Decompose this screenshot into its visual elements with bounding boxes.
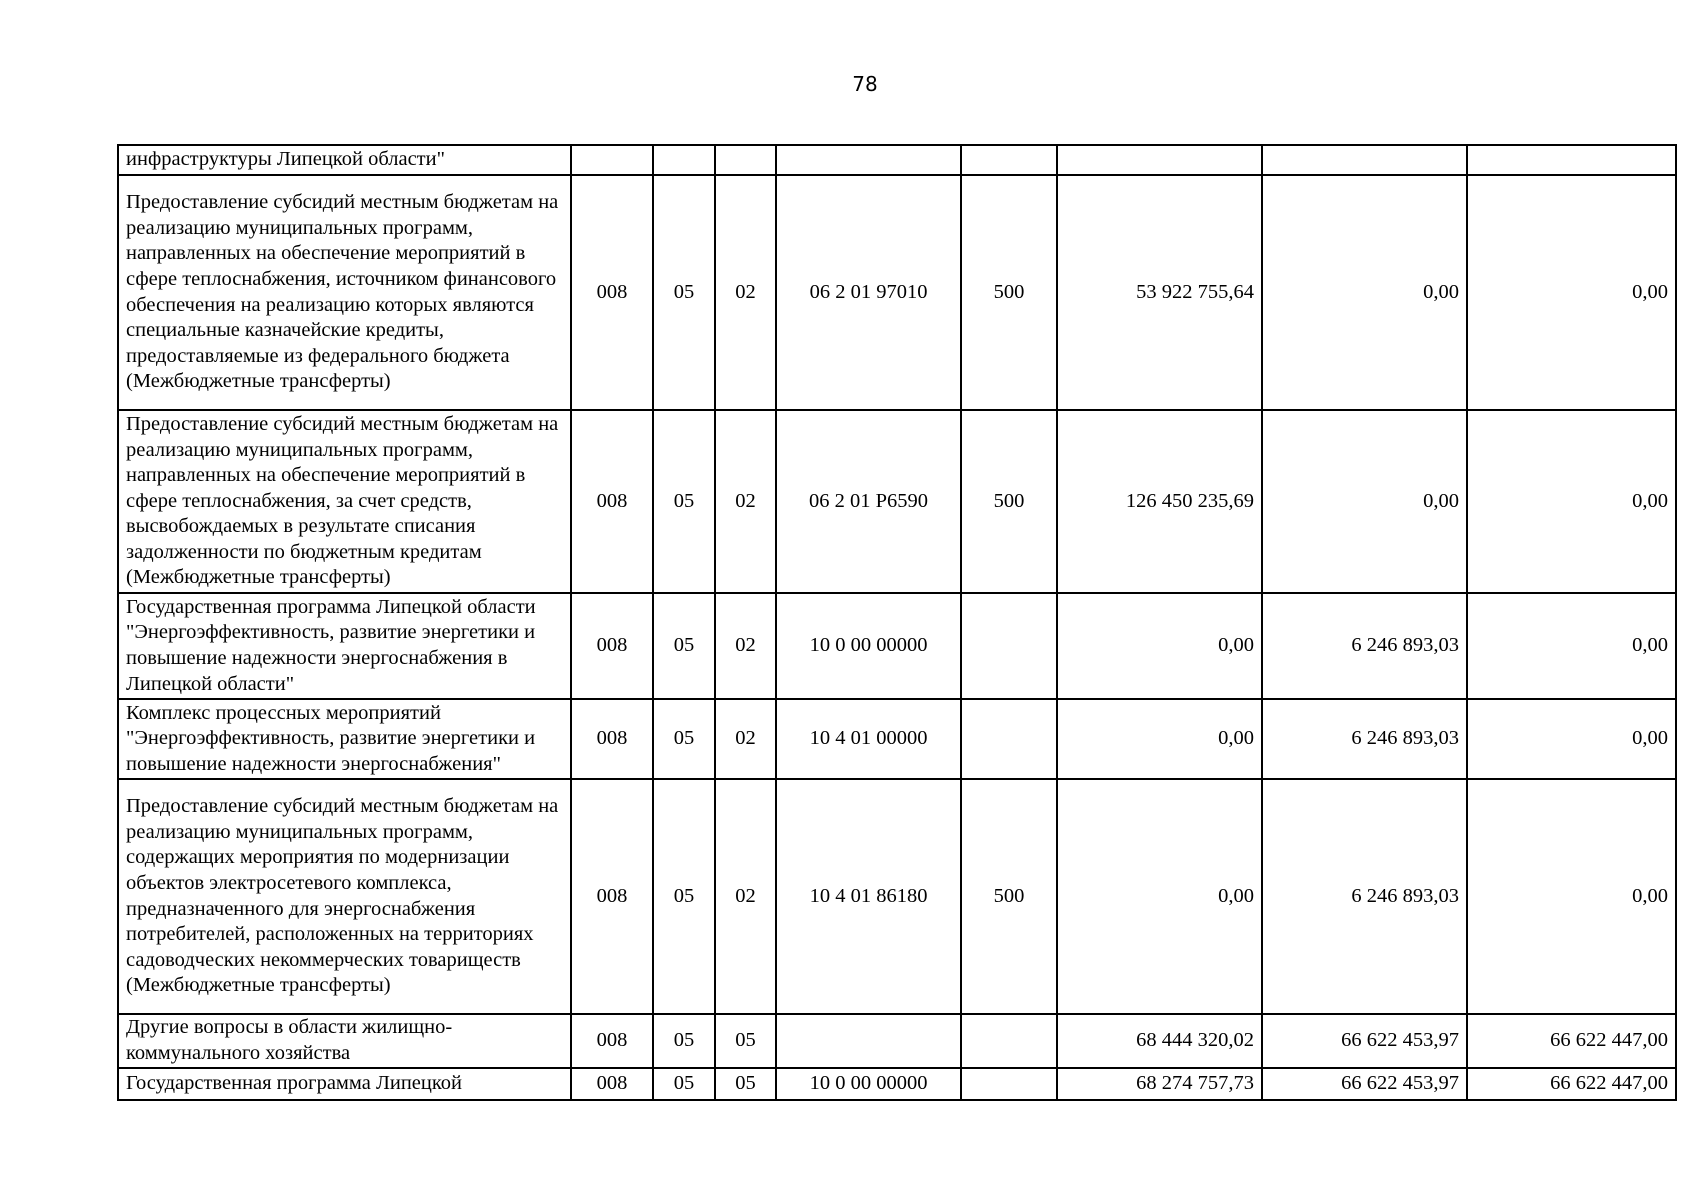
section-code: 05 — [653, 1014, 715, 1068]
gl-code: 008 — [571, 1068, 653, 1100]
subsection-code: 02 — [715, 410, 776, 593]
amount-year-2: 66 622 453,97 — [1262, 1068, 1467, 1100]
table-body — [118, 145, 1676, 1100]
amount-year-1: 0,00 — [1057, 779, 1262, 1014]
amount-year-2: 6 246 893,03 — [1262, 593, 1467, 699]
row-name: Государственная программа Липецкой области "Энергоэффективность, развитие энергетики и повышение надежности энергоснабжения в Липецкой области" — [118, 593, 571, 699]
gl-code — [571, 145, 653, 175]
budget-table — [117, 144, 1677, 1101]
subsection-code: 05 — [715, 1068, 776, 1100]
expense-type-code: 500 — [961, 175, 1057, 410]
amount-year-3 — [1467, 145, 1676, 175]
amount-year-3: 0,00 — [1467, 175, 1676, 410]
gl-code: 008 — [571, 1014, 653, 1068]
table-row — [118, 699, 1676, 779]
table-row — [118, 779, 1676, 1014]
amount-year-3: 0,00 — [1467, 699, 1676, 779]
gl-code: 008 — [571, 593, 653, 699]
section-code — [653, 145, 715, 175]
amount-year-3: 66 622 447,00 — [1467, 1014, 1676, 1068]
gl-code: 008 — [571, 779, 653, 1014]
amount-year-3: 66 622 447,00 — [1467, 1068, 1676, 1100]
table-row — [118, 1068, 1676, 1100]
expense-type-code — [961, 593, 1057, 699]
section-code: 05 — [653, 593, 715, 699]
row-name: Другие вопросы в области жилищно-коммунального хозяйства — [118, 1014, 571, 1068]
amount-year-3: 0,00 — [1467, 779, 1676, 1014]
section-code: 05 — [653, 779, 715, 1014]
amount-year-3: 0,00 — [1467, 593, 1676, 699]
subsection-code: 02 — [715, 779, 776, 1014]
target-article-code: 10 0 00 00000 — [776, 593, 961, 699]
amount-year-1: 126 450 235,69 — [1057, 410, 1262, 593]
section-code: 05 — [653, 699, 715, 779]
amount-year-2: 6 246 893,03 — [1262, 779, 1467, 1014]
target-article-code: 10 0 00 00000 — [776, 1068, 961, 1100]
target-article-code: 06 2 01 P6590 — [776, 410, 961, 593]
target-article-code: 10 4 01 00000 — [776, 699, 961, 779]
section-code: 05 — [653, 175, 715, 410]
gl-code: 008 — [571, 699, 653, 779]
amount-year-2: 0,00 — [1262, 410, 1467, 593]
amount-year-2: 66 622 453,97 — [1262, 1014, 1467, 1068]
section-code: 05 — [653, 410, 715, 593]
subsection-code: 02 — [715, 593, 776, 699]
page-number: 78 — [852, 72, 878, 96]
gl-code: 008 — [571, 175, 653, 410]
target-article-code: 06 2 01 97010 — [776, 175, 961, 410]
amount-year-2: 0,00 — [1262, 175, 1467, 410]
row-name: Предоставление субсидий местным бюджетам на реализацию муниципальных программ, направленных на обеспечение мероприятий в сфере теплоснабжения, за счет средств, высвобождаемых в результате списания задолженности по бюджетным кредитам (Межбюджетные трансферты) — [118, 410, 571, 593]
expense-type-code: 500 — [961, 779, 1057, 1014]
amount-year-1: 53 922 755,64 — [1057, 175, 1262, 410]
amount-year-3: 0,00 — [1467, 410, 1676, 593]
row-name: Предоставление субсидий местным бюджетам на реализацию муниципальных программ, направленных на обеспечение мероприятий в сфере теплоснабжения, источником финансового обеспечения на реализацию которых являются специальные казначейские кредиты, предоставляемые из федерального бюджета (Межбюджетные трансферты) — [118, 175, 571, 410]
expense-type-code: 500 — [961, 410, 1057, 593]
table-row — [118, 410, 1676, 593]
table-row — [118, 175, 1676, 410]
row-name: инфраструктуры Липецкой области" — [118, 145, 571, 175]
subsection-code: 05 — [715, 1014, 776, 1068]
target-article-code — [776, 1014, 961, 1068]
subsection-code: 02 — [715, 699, 776, 779]
table-row — [118, 1014, 1676, 1068]
amount-year-1: 0,00 — [1057, 593, 1262, 699]
expense-type-code — [961, 1014, 1057, 1068]
amount-year-1: 0,00 — [1057, 699, 1262, 779]
expense-type-code — [961, 1068, 1057, 1100]
table-row — [118, 145, 1676, 175]
subsection-code: 02 — [715, 175, 776, 410]
table-row — [118, 593, 1676, 699]
row-name: Предоставление субсидий местным бюджетам на реализацию муниципальных программ, содержащих мероприятия по модернизации объектов электросетевого комплекса, предназначенного для энергоснабжения потребителей, расположенных на территориях садоводческих некоммерческих товариществ (Межбюджетные трансферты) — [118, 779, 571, 1014]
amount-year-1: 68 274 757,73 — [1057, 1068, 1262, 1100]
amount-year-2 — [1262, 145, 1467, 175]
amount-year-2: 6 246 893,03 — [1262, 699, 1467, 779]
expense-type-code — [961, 699, 1057, 779]
target-article-code: 10 4 01 86180 — [776, 779, 961, 1014]
row-name: Комплекс процессных мероприятий "Энергоэффективность, развитие энергетики и повышение надежности энергоснабжения" — [118, 699, 571, 779]
amount-year-1 — [1057, 145, 1262, 175]
target-article-code — [776, 145, 961, 175]
row-name: Государственная программа Липецкой — [118, 1068, 571, 1100]
section-code: 05 — [653, 1068, 715, 1100]
expense-type-code — [961, 145, 1057, 175]
amount-year-1: 68 444 320,02 — [1057, 1014, 1262, 1068]
subsection-code — [715, 145, 776, 175]
gl-code: 008 — [571, 410, 653, 593]
